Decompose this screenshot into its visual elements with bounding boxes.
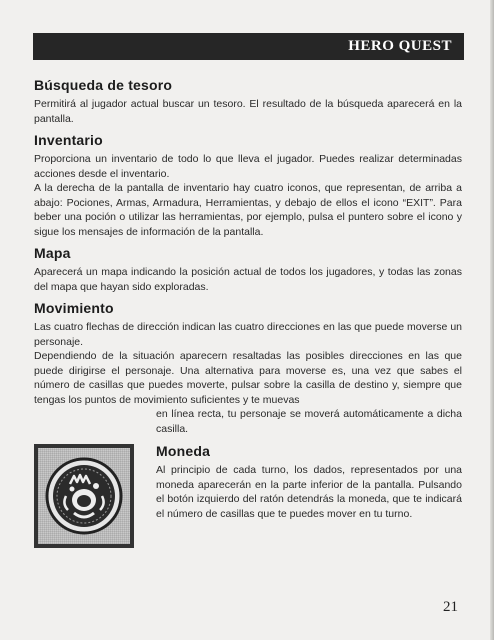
section-body-movimiento-2: Dependiendo de la situación aparecern resaltadas las posibles direcciones en las que puede dirigirse el personaje. Una alternativa para moverse es, una vez que sabes el número de casillas que puedes moverte, pulsar sobre la casilla de destino y, siempre que tengas los puntos de movimiento suficientes y te muevas — [34, 350, 462, 406]
header-title: HERO QUEST — [348, 38, 452, 54]
section-title-inventario: Inventario — [34, 132, 103, 148]
section-body-movimiento-3: en línea recta, tu personaje se moverá automáticamente a dicha casilla. — [156, 408, 462, 435]
section-body-mapa: Aparecerá un mapa indicando la posición actual de todos los jugadores, y todas las zonas del mapa que hayan sido exploradas. — [34, 266, 462, 293]
section-body-busqueda: Permitirá al jugador actual buscar un tesoro. El resultado de la búsqueda aparecerá en la pantalla. — [34, 98, 462, 125]
coin-image — [34, 444, 134, 548]
section-body-movimiento-1: Las cuatro flechas de dirección indican las cuatro direcciones en las que puede moverse un personaje. — [34, 321, 462, 348]
section-title-busqueda: Búsqueda de tesoro — [34, 77, 173, 93]
section-body-inventario-1: Proporciona un inventario de todo lo que lleva el jugador. Puedes realizar determinadas acciones desde el inventario. — [34, 153, 462, 180]
coin-icon — [44, 456, 124, 536]
section-body-moneda: Al principio de cada turno, los dados, representados por una moneda aparecerán en la parte inferior de la pantalla. Pulsando el botón izquierdo del ratón detendrás la moneda, que te indicará el número de casillas que te puedes mover en tu turno. — [156, 464, 462, 520]
section-body-inventario-2: A la derecha de la pantalla de inventario hay cuatro iconos, que representan, de arriba a abajo: Pociones, Armas, Armadura, Herramientas, y debajo de ellos el icono “EXIT”. Para beber una poción o utilizar las herramientas, por ejemplo, pulsa el puntero sobre el icono y sigue los mensajes de información de la pantalla. — [34, 182, 462, 238]
section-title-movimiento: Movimiento — [34, 300, 114, 316]
section-title-mapa: Mapa — [34, 245, 71, 261]
page-content — [34, 76, 462, 548]
page-number: 21 — [443, 599, 458, 615]
moneda-section — [34, 442, 462, 548]
section-title-moneda: Moneda — [156, 443, 211, 459]
header-bar — [33, 33, 464, 60]
page-edge — [490, 0, 494, 640]
